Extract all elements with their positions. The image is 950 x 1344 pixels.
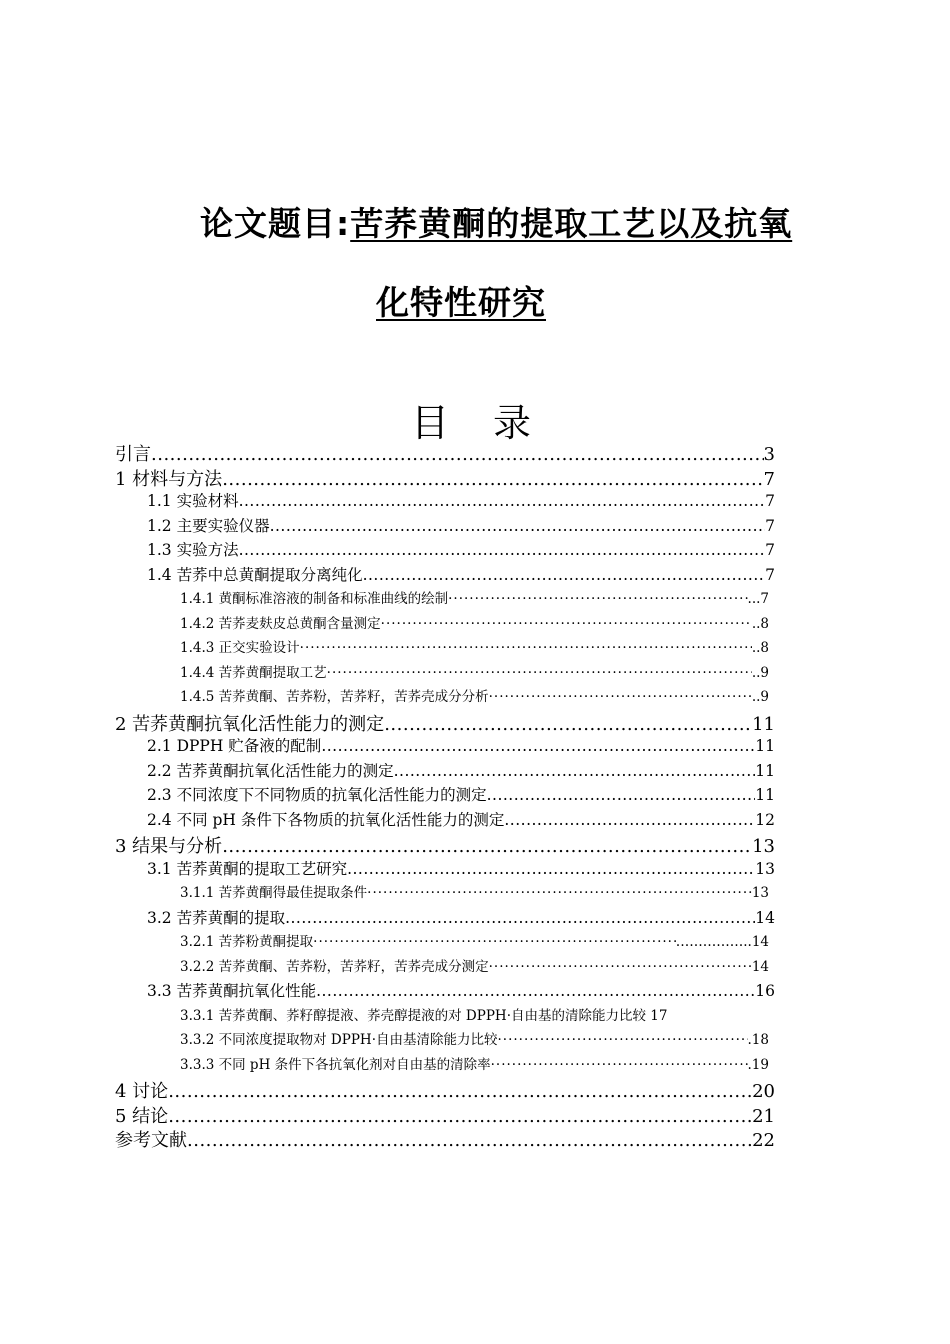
- toc-entry[interactable]: [115, 979, 775, 1004]
- toc-entry[interactable]: [115, 1028, 775, 1053]
- toc-entry-label: 2.1 DPPH 贮备液的配制: [147, 737, 322, 755]
- toc-entry-label: 1.4.4 苦荞黄酮提取工艺: [180, 664, 327, 681]
- toc-entry-label: 3.2.2 苦荞黄酮、苦荞粉，苦荞籽，苦荞壳成分测定: [180, 958, 489, 975]
- toc-entry-label: 1.3 实验方法: [147, 541, 239, 559]
- toc-dot-leader: [316, 982, 755, 1000]
- toc-entry-label: 3 结果与分析: [115, 836, 223, 857]
- toc-entry[interactable]: [115, 930, 775, 955]
- toc-dot-leader: [363, 566, 766, 584]
- toc-entry[interactable]: [115, 734, 775, 759]
- toc-dot-leader: [239, 541, 766, 559]
- toc-entry-label: 4 讨论: [115, 1081, 169, 1102]
- toc-entry[interactable]: [115, 587, 775, 612]
- toc-entry-label: 1 材料与方法: [115, 468, 223, 489]
- toc-entry-page: 14: [751, 958, 769, 975]
- toc-dot-leader: [300, 640, 752, 656]
- toc-entry-page: ...7: [747, 591, 769, 607]
- toc-dot-leader: [384, 714, 752, 735]
- toc-entry[interactable]: [115, 955, 775, 980]
- toc-entry-page: 11: [755, 786, 775, 804]
- toc-dot-leader: [448, 591, 747, 607]
- toc-entry[interactable]: [115, 514, 775, 539]
- thesis-title-prefix: 论文题目:: [200, 204, 351, 243]
- toc-entry[interactable]: [115, 489, 775, 514]
- toc-entry-page: ..9: [751, 689, 769, 705]
- toc-entry[interactable]: [115, 612, 775, 637]
- toc-entry-page: 7: [763, 468, 775, 489]
- toc-entry-page: 16: [755, 982, 775, 1000]
- toc-dot-leader: [168, 1081, 752, 1102]
- toc-entry-page: 14: [755, 908, 775, 927]
- toc-entry-label: 3.1.1 苦荞黄酮得最佳提取条件: [180, 885, 368, 901]
- toc-entry[interactable]: [115, 906, 775, 931]
- toc-entry-label: 参考文献: [115, 1130, 187, 1151]
- toc-dot-leader: [270, 517, 766, 535]
- toc-dot-leader: [491, 1057, 748, 1073]
- table-of-contents: [115, 440, 775, 1151]
- toc-entry-page: 11: [752, 713, 775, 734]
- toc-entry[interactable]: [115, 465, 775, 490]
- toc-entry-page: 21: [752, 1105, 775, 1126]
- toc-entry-page: 13: [755, 859, 775, 878]
- toc-dot-leader: [498, 1032, 748, 1048]
- toc-entry[interactable]: [115, 832, 775, 857]
- toc-entry-page: 20: [752, 1081, 775, 1102]
- toc-entry[interactable]: [115, 538, 775, 563]
- toc-entry-label: 1.4.5 苦荞黄酮、苦荞粉，苦荞籽，苦荞壳成分分析: [180, 689, 489, 705]
- toc-entry-page: 7: [765, 565, 775, 584]
- toc-entry-label: 1.1 实验材料: [147, 492, 239, 510]
- toc-entry-label: 1.4.1 黄酮标准溶液的制备和标准曲线的绘制: [180, 591, 449, 607]
- toc-entry-label: 3.3.3 不同 pH 条件下各抗氧化剂对自由基的清除率: [180, 1056, 491, 1073]
- toc-entry[interactable]: [115, 685, 775, 710]
- toc-entry-label: 引言: [115, 444, 151, 465]
- toc-entry[interactable]: [115, 759, 775, 784]
- toc-dot-leader: [321, 737, 755, 755]
- toc-dot-leader: [239, 492, 766, 510]
- toc-entry-page: 12: [755, 810, 775, 829]
- toc-entry-label: 1.4 苦荞中总黄酮提取分离纯化: [147, 565, 363, 584]
- toc-dot-leader: [381, 616, 752, 632]
- toc-entry[interactable]: [115, 1126, 775, 1151]
- toc-dot-leader: [222, 836, 752, 857]
- toc-entry-page: 7: [765, 492, 775, 510]
- toc-entry-page: 3: [763, 444, 775, 465]
- toc-entry[interactable]: [115, 440, 775, 465]
- toc-entry[interactable]: [115, 808, 775, 833]
- toc-entry[interactable]: [115, 857, 775, 882]
- toc-entry-label: 2.3 不同浓度下不同物质的抗氧化活性能力的测定: [147, 786, 487, 804]
- toc-entry-page: 7: [765, 516, 775, 535]
- toc-entry-page: 13: [751, 885, 769, 901]
- toc-entry-page: ..9: [751, 664, 769, 681]
- toc-dot-leader: [347, 860, 755, 878]
- toc-dot-leader: [487, 786, 756, 804]
- toc-entry-label: 3.1 苦荞黄酮的提取工艺研究: [147, 859, 348, 878]
- toc-entry[interactable]: [115, 1102, 775, 1127]
- toc-entry[interactable]: [115, 661, 775, 686]
- toc-entry-page: .19: [747, 1056, 769, 1073]
- toc-entry-page: 7: [765, 541, 775, 559]
- toc-entry-page: ..8: [751, 640, 769, 656]
- toc-entry-label: 3.2.1 苦荞粉黄酮提取: [180, 934, 314, 950]
- toc-entry-label: 3.3 苦荞黄酮抗氧化性能: [147, 982, 317, 1000]
- toc-entry-page: ..8: [751, 615, 769, 632]
- toc-entry-label: 1.4.2 苦荞麦麸皮总黄酮含量测定: [180, 615, 381, 632]
- toc-entry-label: 2 苦荞黄酮抗氧化活性能力的测定: [115, 713, 385, 734]
- toc-dot-leader: [313, 934, 676, 950]
- toc-entry-page: ……………..14: [675, 934, 769, 950]
- toc-dot-leader: [327, 665, 752, 681]
- toc-dot-leader: [394, 762, 756, 780]
- toc-entry-label: 1.4.3 正交实验设计: [180, 640, 300, 656]
- toc-entry-page: .18: [747, 1032, 769, 1048]
- toc-dot-leader: [285, 909, 755, 927]
- toc-dot-leader: [151, 444, 764, 465]
- toc-entry-label: 2.4 不同 pH 条件下各物质的抗氧化活性能力的测定: [147, 810, 505, 829]
- toc-dot-leader: [168, 1106, 752, 1127]
- toc-entry[interactable]: [115, 1053, 775, 1078]
- toc-entry[interactable]: [115, 636, 775, 661]
- toc-dot-leader: [222, 469, 763, 490]
- toc-entry-label: 3.3.2 不同浓度提取物对 DPPH·自由基清除能力比较: [180, 1032, 498, 1048]
- toc-entry-page: 13: [752, 836, 775, 857]
- toc-entry[interactable]: [115, 563, 775, 588]
- thesis-title: [200, 198, 792, 245]
- toc-entry[interactable]: [115, 881, 775, 906]
- toc-dot-leader: [187, 1130, 752, 1151]
- toc-entry[interactable]: [115, 783, 775, 808]
- toc-dot-leader: [489, 689, 752, 705]
- thesis-title-topic-line1: 苦荞黄酮的提取工艺以及抗氧: [350, 204, 793, 243]
- toc-entry-page: 11: [755, 761, 775, 780]
- toc-dot-leader: [489, 959, 752, 975]
- toc-heading: 目 录: [410, 401, 548, 445]
- toc-entry[interactable]: [115, 1077, 775, 1102]
- toc-entry-page: 22: [752, 1130, 775, 1151]
- toc-entry-label: 3.3.1 苦荞黄酮、荞籽醇提液、荞壳醇提液的对 DPPH·自由基的清除能力比较 17: [180, 1007, 668, 1024]
- toc-entry[interactable]: [115, 1004, 775, 1029]
- toc-entry-label: 3.2 苦荞黄酮的提取: [147, 908, 286, 927]
- toc-entry-page: 11: [755, 737, 775, 755]
- toc-entry-label: 5 结论: [115, 1105, 169, 1126]
- thesis-title-topic-line2: 化特性研究: [376, 283, 546, 322]
- toc-dot-leader: [504, 811, 755, 829]
- toc-entry[interactable]: [115, 710, 775, 735]
- toc-entry-label: 2.2 苦荞黄酮抗氧化活性能力的测定: [147, 761, 394, 780]
- toc-entry-label: 1.2 主要实验仪器: [147, 516, 270, 535]
- toc-dot-leader: [367, 885, 752, 901]
